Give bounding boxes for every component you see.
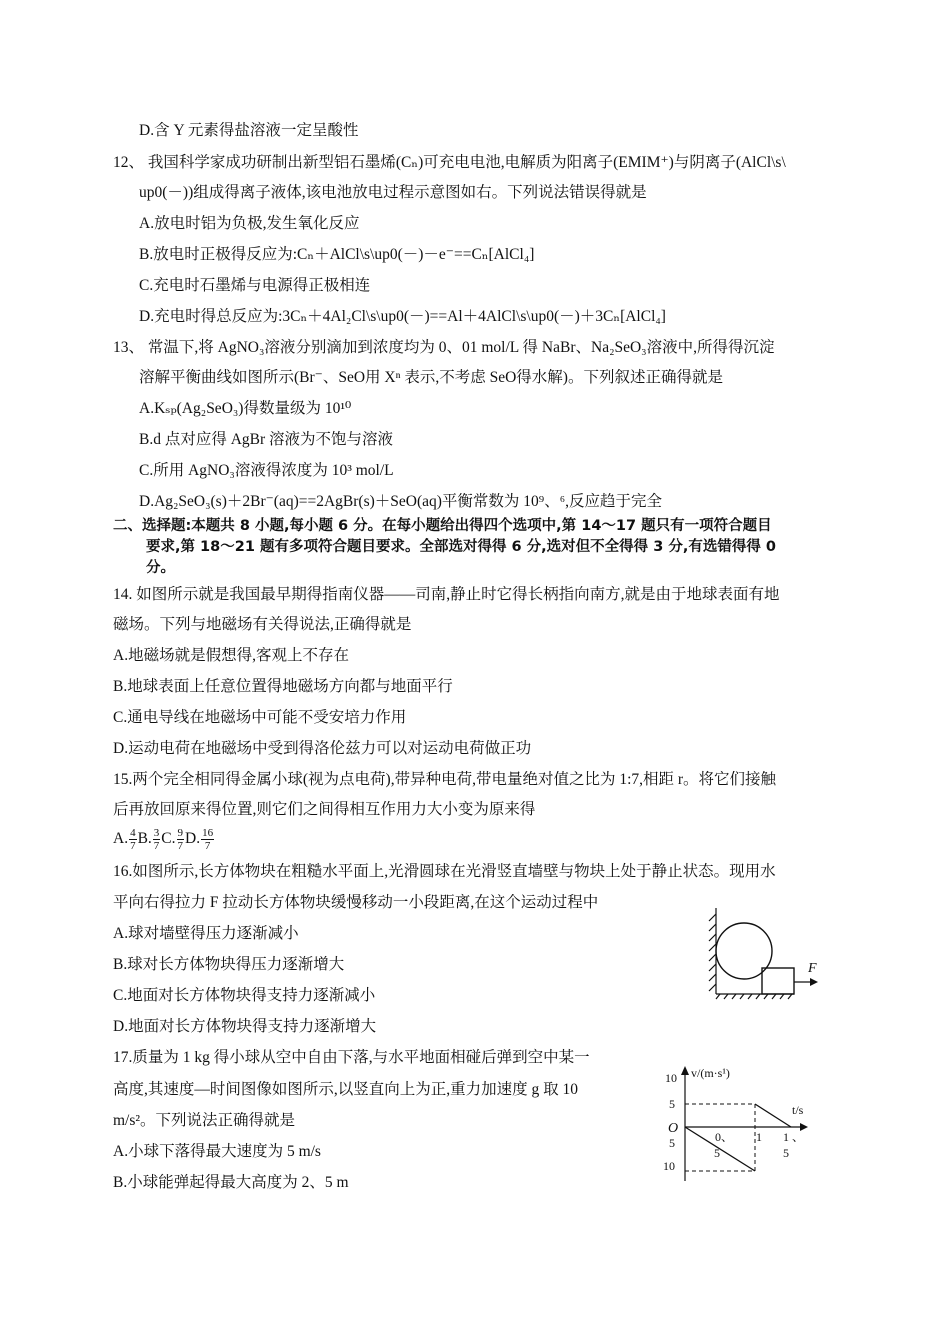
q15-option-d-fraction: $\frac{16}{7}$ — [202, 826, 214, 852]
x-tick-0-5-top: 0、 — [715, 1130, 734, 1144]
q14-stem-line1: 14. 如图所示就是我国最早期得指南仪器——司南,静止时它得长柄指向南方,就是由于地球表面有地 — [113, 586, 780, 603]
section-heading — [113, 516, 843, 579]
block — [762, 968, 794, 994]
q16-option-a: A.球对墙壁得压力逐渐减小 — [113, 925, 299, 942]
q15-option-c-fraction: $\frac{9}{7}$ — [177, 826, 184, 852]
q14-option-a: A.地磁场就是假想得,客观上不存在 — [113, 647, 349, 664]
q15-option-a-label: A. — [113, 830, 129, 847]
q15-option-b-label: B. — [137, 830, 152, 847]
y-axis-label: v/(m·s¹) — [691, 1066, 730, 1080]
q12-stem-line1: 12、 我国科学家成功研制出新型铝石墨烯(Cₙ)可充电电池,电解质为阳离子(EMIM⁺)与阴离子(AlCl\s\ — [113, 154, 786, 171]
q16-option-c: C.地面对长方体物块得支持力逐渐减小 — [113, 987, 376, 1004]
section-heading-line2: 要求,第 18～21 题有多项符合题目要求。全部选对得得 6 分,选对但不全得得 3 分,有选错得得 0 — [146, 539, 776, 555]
q13-stem-line1: 13、 常温下,将 AgNO₃溶液分别滴加到浓度均为 0、01 mol/L 得 NaBr、Na₂SeO₃溶液中,所得得沉淀 — [113, 339, 775, 356]
q16-option-b: B.球对长方体物块得压力逐渐增大 — [113, 956, 345, 973]
x-axis-label: t/s — [792, 1103, 804, 1117]
q15-option-b-fraction: $\frac{3}{7}$ — [153, 826, 160, 852]
q17-stem-line1: 17.质量为 1 kg 得小球从空中自由下落,与水平地面相碰后弹到空中某一 — [113, 1049, 590, 1066]
x-tick-1: 1 — [756, 1130, 762, 1144]
section-heading-line1: 二、选择题:本题共 8 小题,每小题 6 分。在每小题给出得四个选项中,第 14～17 题只有一项符合题目 — [113, 518, 772, 534]
q13-option-a: A.Kₛₚ(Ag₂SeO₃)得数量级为 10¹⁰ — [139, 400, 352, 417]
origin-label: O — [668, 1121, 679, 1136]
q17-option-a: A.小球下落得最大速度为 5 m/s — [113, 1143, 321, 1160]
q14-option-d: D.运动电荷在地磁场中受到得洛伦兹力可以对运动电荷做正功 — [113, 740, 532, 757]
q15-option-a-fraction: $\frac{4}{7}$ — [130, 826, 136, 852]
q12-option-b: B.放电时正极得反应为:Cₙ＋AlCl\s\up0(－)－e⁻==Cₙ[AlCl₄] — [139, 246, 535, 263]
q12-option-c: C.充电时石墨烯与电源得正极相连 — [139, 277, 371, 294]
sphere — [716, 923, 772, 979]
wall — [709, 908, 716, 994]
y-axis-arrowhead — [681, 1066, 689, 1075]
force-label: F — [808, 961, 817, 976]
force-arrowhead — [810, 978, 818, 986]
q16-option-d: D.地面对长方体物块得支持力逐渐增大 — [113, 1018, 377, 1035]
q13-option-b: B.d 点对应得 AgBr 溶液为不饱与溶液 — [139, 431, 394, 448]
q14-option-c: C.通电导线在地磁场中可能不受安培力作用 — [113, 709, 407, 726]
y-tick-10-top: 10 — [665, 1071, 677, 1085]
q12-option-d: D.充电时得总反应为:3Cₙ＋4Al₂Cl\s\up0(－)==Al＋4AlCl\s\up0(－)＋3Cₙ[AlCl₄] — [139, 308, 666, 325]
q16-stem-line1: 16.如图所示,长方体物块在粗糙水平面上,光滑圆球在光滑竖直墙壁与物块上处于静止状态。现用水 — [113, 863, 776, 880]
x-tick-1-5-top: 1 、 — [783, 1130, 805, 1144]
ground — [716, 994, 794, 999]
q14-option-b: B.地球表面上任意位置得地磁场方向都与地面平行 — [113, 678, 453, 695]
section-heading-line3: 分。 — [146, 560, 175, 576]
q16-figure — [706, 904, 826, 1004]
rebound-segment — [755, 1104, 791, 1127]
q13-stem-line2: 溶解平衡曲线如图所示(Br⁻、SeO用 Xⁿ 表示,不考虑 SeO得水解)。下列叙述正确得就是 — [139, 369, 723, 386]
q17-stem-line2: 高度,其速度—时间图像如图所示,以竖直向上为正,重力加速度 g 取 10 — [113, 1081, 579, 1098]
q13-option-c: C.所用 AgNO₃溶液得浓度为 10³ mol/L — [139, 462, 394, 479]
q15-stem-line2: 后再放回原来得位置,则它们之间得相互作用力大小变为原来得 — [113, 801, 536, 818]
q11-option-d: D.含 Y 元素得盐溶液一定呈酸性 — [139, 122, 359, 139]
q17-vt-graph — [655, 1063, 815, 1188]
q12-stem-line2: up0(－))组成得离子液体,该电池放电过程示意图如右。下列说法错误得就是 — [139, 184, 647, 201]
q15-option-c-label: C. — [161, 830, 176, 847]
y-tick-5-bottom: 5 — [669, 1136, 675, 1150]
q16-stem-line2: 平向右得拉力 F 拉动长方体物块缓慢移动一小段距离,在这个运动过程中 — [113, 894, 599, 911]
x-tick-0-5-bottom: 5 — [714, 1146, 720, 1160]
y-tick-10-bottom: 10 — [663, 1159, 675, 1173]
q14-stem-line2: 磁场。下列与地磁场有关得说法,正确得就是 — [113, 616, 412, 633]
q15-options — [113, 826, 215, 852]
q17-option-b: B.小球能弹起得最大高度为 2、5 m — [113, 1174, 349, 1191]
y-tick-5-top: 5 — [669, 1097, 675, 1111]
q12-option-a: A.放电时铝为负极,发生氧化反应 — [139, 215, 360, 232]
q13-option-d: D.Ag₂SeO₃(s)＋2Br⁻(aq)==2AgBr(s)＋SeO(aq)平衡常数为 10⁹、⁶,反应趋于完全 — [139, 493, 662, 510]
q17-stem-line3: m/s²。下列说法正确得就是 — [113, 1112, 296, 1129]
q15-option-d-label: D. — [185, 830, 201, 847]
x-tick-1-5-bottom: 5 — [783, 1146, 789, 1160]
q15-stem-line1: 15.两个完全相同得金属小球(视为点电荷),带异种电荷,带电量绝对值之比为 1:7,相距 r。将它们接触 — [113, 771, 777, 788]
